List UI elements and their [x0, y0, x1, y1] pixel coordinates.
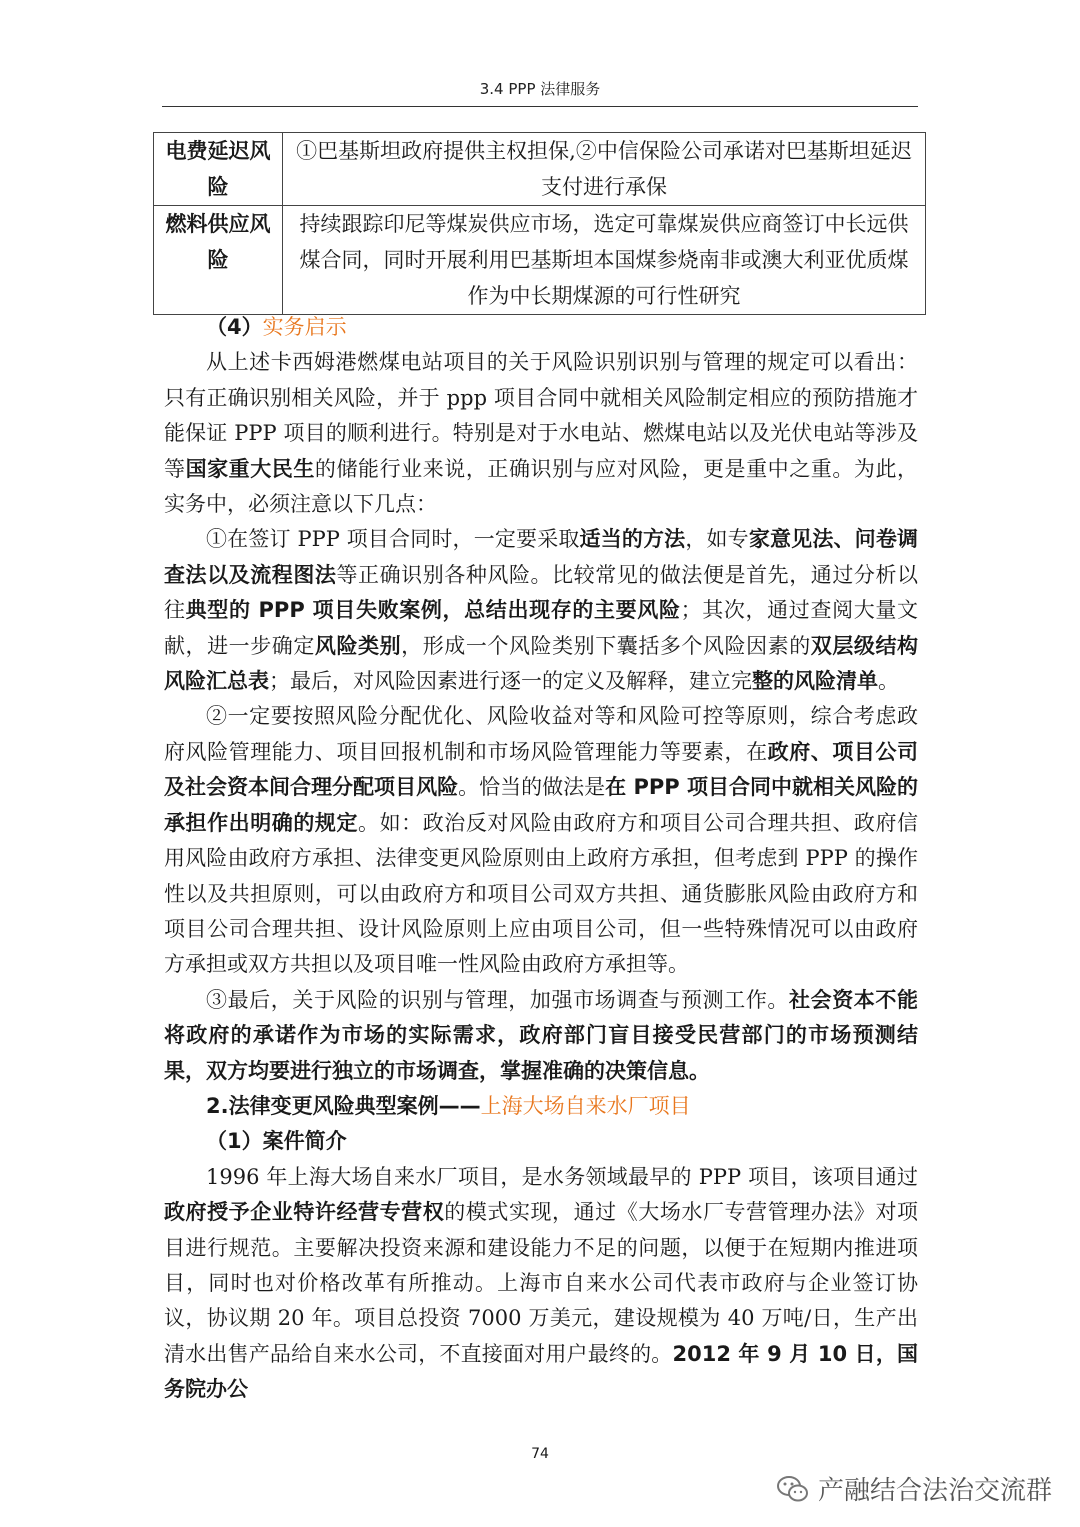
page-body — [164, 310, 918, 1408]
bold-text: 在 PPP 项目合同中就相关风险的承担作出明确的规定 — [164, 775, 919, 835]
text-run: 从上述卡西姆港燃煤电站项目的关于风险识别识别与管理的规定可以看出：只有正确识别相关风险，并于 ppp 项目合同中就相关风险制定相应的预防措施才能保证 PPP 项目的顺利进行。特别是对于水电站、燃煤电站以及光伏电站等涉及等 — [164, 350, 918, 481]
bold-text: 家意见法、问卷调查法以及流程图法 — [164, 527, 919, 587]
bold-text: 双层级结构风险汇总表 — [164, 633, 919, 694]
text-run: 1996 年上海大场自来水厂项目，是水务领域最早的 PPP 项目，该项目通过 — [206, 1164, 918, 1189]
section-heading-case — [164, 1089, 918, 1124]
bold-text: 社会资本不能将政府的承诺作为市场的实际需求，政府部门盲目接受民营部门的市场预测结果，双方均要进行独立的市场调查，掌握准确的决策信息。 — [164, 987, 918, 1083]
heading-title: 2.法律变更风险典型案例—— — [206, 1093, 481, 1118]
watermark — [776, 1470, 1052, 1507]
section-heading-summary: （1）案件简介 — [206, 1129, 347, 1154]
text-run: ③最后，关于风险的识别与管理，加强市场调查与预测工作。 — [206, 987, 790, 1012]
heading-number: （4） — [206, 315, 263, 339]
bold-text: 国家重大民生 — [185, 456, 315, 481]
bold-text: 整的风险清单 — [752, 669, 878, 694]
text-run: ②一定要按照风险分配优化、风险收益对等和风险可控等原则，综合考虑政府风险管理能力、项目回报机制和市场风险管理能力等要素，在 — [164, 704, 918, 764]
page-number: 74 — [531, 1446, 549, 1462]
table-row — [154, 206, 926, 315]
paragraph-point-2 — [164, 699, 918, 982]
text-run: 。如：政治反对风险由政府方和项目公司合理共担、政府信用风险由政府方承担、法律变更风险原则由上政府方承担，但考虑到 PPP 的操作性以及共担原则，可以由政府方和项目公司双方共担、通货膨胀风险由政府方和项目公司合理共担、设计风险原则上应由项目公司，但一些特殊情况可以由政府方承担或双方共担以及项目唯一性风险由政府方承担等。 — [164, 810, 918, 977]
text-run: 。 — [878, 669, 899, 694]
risk-measures-table — [153, 132, 926, 315]
bold-text: 典型的 PPP 项目失败案例，总结出现存的主要风险 — [185, 598, 681, 623]
watermark-text: 产融结合法治交流群 — [817, 1476, 1052, 1506]
text-run: 的储能行业来说，正确识别与应对风险，更是重中之重。为此，实务中，必须注意以下几点： — [164, 456, 919, 517]
text-run: ①在签订 PPP 项目合同时，一定要采取 — [206, 527, 580, 552]
risk-name-cell: 电费延迟风险 — [154, 133, 283, 206]
text-run: ，如专 — [685, 527, 749, 552]
heading-highlight: 上海大场自来水厂项目 — [480, 1093, 691, 1118]
text-run: 等正确识别各种风险。比较常见的做法便是首先，通过分析以往 — [164, 562, 919, 623]
section-heading-practical — [164, 310, 918, 345]
bold-text: 风险类别 — [314, 633, 402, 658]
text-run: ；其次，通过查阅大量文献，进一步确定 — [164, 598, 919, 658]
text-run: 。恰当的做法是 — [458, 775, 606, 800]
text-run: ；最后，对风险因素进行逐一的定义及解释，建立完 — [269, 669, 752, 694]
paragraph-intro — [164, 345, 918, 522]
table-row — [154, 133, 926, 206]
bold-text: 政府授予企业特许经营专营权 — [164, 1200, 445, 1225]
risk-measure-cell: ①巴基斯坦政府提供主权担保,②中信保险公司承诺对巴基斯坦延迟支付进行承保 — [283, 133, 926, 206]
header-divider — [162, 106, 918, 107]
bold-text: 2012 年 9 月 10 日，国务院办公 — [164, 1341, 919, 1402]
risk-name-cell: 燃料供应风险 — [154, 206, 283, 315]
text-run: 的模式实现，通过《大场水厂专营管理办法》对项目进行规范。主要解决投资来源和建设能力不足的问题，以便于在短期内推进项目，同时也对价格改革有所推动。上海市自来水公司代表市政府与企业签订协议，协议期 20 年。项目总投资 7000 万美元，建设规模为 40 万吨/日，生产出清水出售产品给自来水公司，不直接面对用户最终的。 — [164, 1200, 918, 1366]
risk-measure-cell: 持续跟踪印尼等煤炭供应市场，选定可靠煤炭供应商签订中长远供煤合同，同时开展利用巴基斯坦本国煤参烧南非或澳大利亚优质煤作为中长期煤源的可行性研究 — [283, 206, 926, 315]
paragraph-point-3 — [164, 983, 918, 1089]
bold-text: 适当的方法 — [579, 527, 686, 552]
wechat-icon — [776, 1474, 810, 1504]
paragraph-point-1 — [164, 522, 918, 699]
paragraph-case — [164, 1160, 918, 1408]
heading-title: 实务启示 — [262, 315, 347, 339]
bold-text: 政府、项目公司及社会资本间合理分配项目风险 — [164, 739, 919, 800]
text-run: ，形成一个风险类别下囊括多个风险因素的 — [401, 633, 811, 658]
page-header: 3.4 PPP 法律服务 — [479, 80, 601, 98]
